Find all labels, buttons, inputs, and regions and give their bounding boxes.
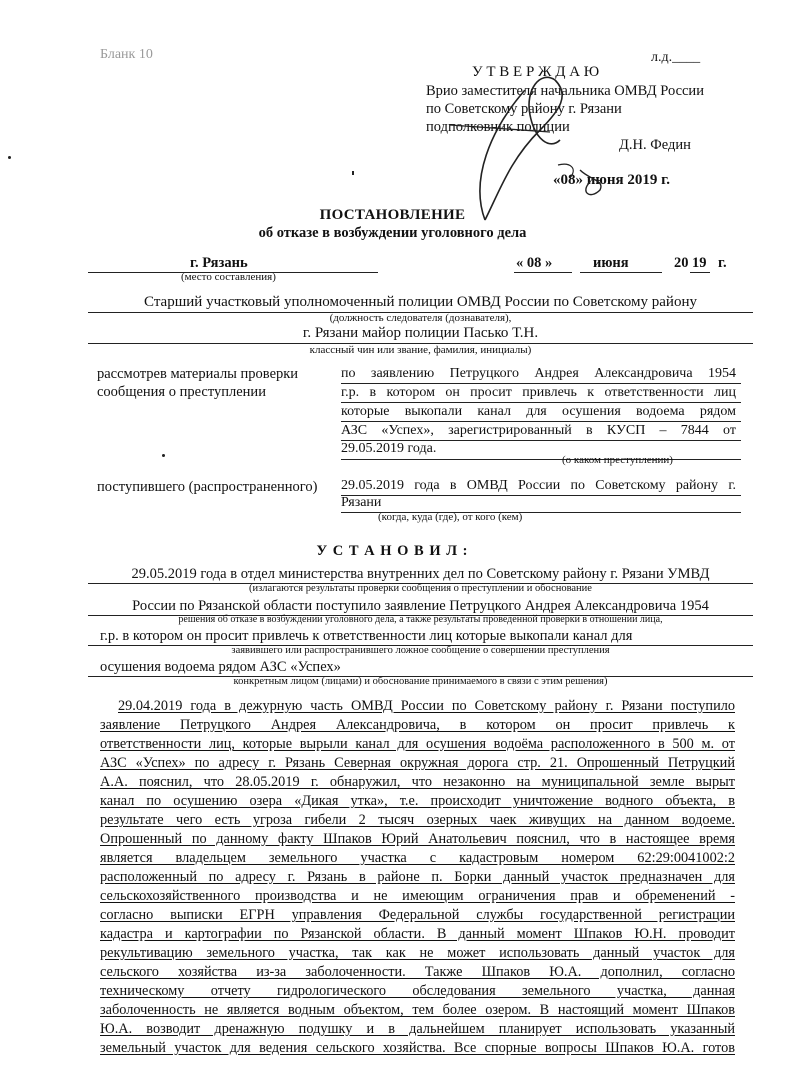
blank-label: Бланк 10 xyxy=(100,47,153,62)
body-line-7: результате чего есть угроза гибели 2 тысяч озерных чаек живущих на данном водоеме. xyxy=(100,812,735,828)
date-year-suffix: 19 xyxy=(692,255,707,271)
approval-heading: У Т В Е Р Ж Д А Ю xyxy=(472,64,600,80)
doc-subtitle: об отказе в возбуждении уголовного дела xyxy=(258,225,527,241)
received-line1: 29.05.2019 года в ОМВД России по Советскому району г. xyxy=(341,478,736,493)
place-caption: (место составления) xyxy=(181,271,276,283)
established-caption2: решения об отказе в возбуждении уголовного дела, а также результаты проведенной проверки в отношении лица, xyxy=(178,614,663,625)
date-year-prefix: 20 xyxy=(674,255,689,271)
established-caption1: (излагаются результаты проверки сообщения о преступлении и обоснование xyxy=(249,583,592,594)
body-line-10: расположенный по адресу г. Рязань в районе п. Борки данный участок предназначен для xyxy=(100,869,735,885)
body-line-9: является владельцем земельного участка с кадастровым номером 62:29:0041002:2 xyxy=(100,850,735,866)
established-line2: России по Рязанской области поступило заявление Петруцкого Андрея Александровича 1954 xyxy=(132,598,709,614)
established-line4: осушения водоема рядом АЗС «Успех» xyxy=(100,659,341,675)
body-line-17: заболоченность не является водным объектом, тем более озером. В настоящий момент Шпаков xyxy=(100,1002,735,1018)
body-line-1: 29.04.2019 года в дежурную часть ОМВД России по Советскому району г. Рязани поступило xyxy=(118,698,735,714)
considered-text-5: 29.05.2019 года. xyxy=(341,441,437,456)
officer-line1: Старший участковый уполномоченный полиции ОМВД России по Советскому району xyxy=(144,294,697,310)
date-year-end: г. xyxy=(718,255,727,271)
officer-caption1: (должность следователя (дознавателя), xyxy=(329,312,512,324)
body-line-4: АЗС «Успех» по адресу г. Рязань Северная окружная дорога стр. 21. Опрошенный Петруцкий xyxy=(100,755,735,771)
body-line-19: земельный участок для ведения сельского хозяйства. Все спорные вопросы Шпаков Ю.А. готов xyxy=(100,1040,735,1056)
considered-text-2: г.р. в котором он просит привлечь к ответственности лиц xyxy=(341,385,736,400)
scan-mark xyxy=(8,156,11,159)
scan-mark xyxy=(162,454,165,457)
established-heading: У С Т А Н О В И Л : xyxy=(316,543,469,559)
officer-caption2: классный чин или звание, фамилия, инициалы) xyxy=(309,344,532,356)
established-line1: 29.05.2019 года в отдел министерства внутренних дел по Советскому району г. Рязани УМВД xyxy=(131,566,710,582)
sheet-label: л.д.____ xyxy=(651,50,701,65)
date-day: « 08 » xyxy=(516,255,553,271)
body-line-6: канал по осушению озера «Дикая утка», т.е. происходит уничтожение водного объекта, в xyxy=(100,793,735,809)
received-label: поступившего (распространенного) xyxy=(97,479,318,495)
received-caption: (когда, куда (где), от кого (кем) xyxy=(378,511,523,523)
body-line-8: Опрошенный по данному факту Шпаков Юрий Анатольевич пояснил, что в настоящее время xyxy=(100,831,735,847)
approval-date: «08» июня 2019 г. xyxy=(553,172,670,188)
approval-line3: подполковник полиции xyxy=(426,119,570,135)
established-line3: г.р. в котором он просит привлечь к ответственности лиц которые выкопали канал для xyxy=(100,628,633,644)
considered-text-3: которые выкопали канал для осушения водоема рядом xyxy=(341,404,736,419)
body-line-14: рекультивацию земельного участка, так как не может использовать данный участок для xyxy=(100,945,735,961)
officer-line2: г. Рязани майор полиции Пасько Т.Н. xyxy=(302,325,539,341)
body-line-3: ответственности лиц, которые вырыли канал для осушения водоёма расположенного в 500 м. от xyxy=(100,736,735,752)
signature-mark xyxy=(430,70,630,230)
considered-label-2: сообщения о преступлении xyxy=(97,384,266,400)
body-line-12: согласно выписки ЕГРН управления Федеральной службы государственной регистрации xyxy=(100,907,735,923)
body-line-16: техническому отчету гидрологического обследования земельного участка, данная xyxy=(100,983,735,999)
body-line-18: Ю.А. возводит дренажную подушку и в дальнейшем планирует использовать указанный xyxy=(100,1021,735,1037)
considered-text-4: АЗС «Успех», зарегистрированный в КУСП – 7844 от xyxy=(341,423,736,438)
doc-title: ПОСТАНОВЛЕНИЕ xyxy=(319,207,466,223)
established-caption3: заявившего или распространившего ложное сообщение о совершении преступления xyxy=(231,645,610,656)
established-caption4: конкретным лицом (лицами) и обоснование принимаемого в связи с этим решения) xyxy=(233,676,608,687)
place-city: г. Рязань xyxy=(190,255,248,271)
date-month: июня xyxy=(593,255,629,271)
body-line-5: А.А. пояснил, что 28.05.2019 г. обнаружил, что незаконно на муниципальной земле вырыт xyxy=(100,774,735,790)
considered-text-1: по заявлению Петруцкого Андрея Александровича 1954 xyxy=(341,366,736,381)
approval-signer: Д.Н. Федин xyxy=(619,137,691,153)
body-line-2: заявление Петруцкого Андрея Александровича, в котором он просит привлечь к xyxy=(100,717,735,733)
scan-mark xyxy=(352,171,354,175)
received-line2: Рязани xyxy=(341,495,382,510)
body-line-15: сельского хозяйства из-за заболоченности. Также Шпаков Ю.А. дополнил, согласно xyxy=(100,964,735,980)
approval-line1: Врио заместителя начальника ОМВД России xyxy=(426,83,704,99)
considered-caption: (о каком преступлении) xyxy=(562,454,673,466)
considered-label-1: рассмотрев материалы проверки xyxy=(97,366,299,382)
body-line-11: сельскохозяйственного производства и не имеющим ограничения прав и обременений - xyxy=(100,888,735,904)
body-line-13: кадастра и картографии по Рязанской области. В данный момент Шпаков Ю.Н. проводит xyxy=(100,926,735,942)
approval-line2: по Советскому району г. Рязани xyxy=(426,101,622,117)
